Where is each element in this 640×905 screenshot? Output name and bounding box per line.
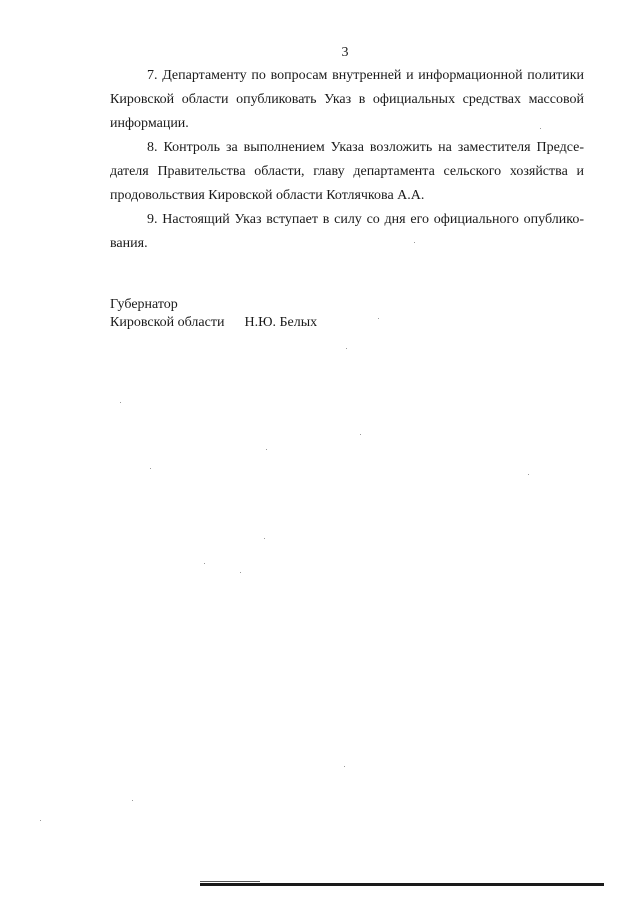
signatory-row	[110, 314, 317, 332]
signatory-position: Губернатор	[110, 297, 178, 312]
scan-speck	[378, 318, 379, 319]
scan-edge-line	[200, 881, 260, 882]
paragraph-line: дателя Правительства области, главу департамента сельского хозяйства и	[110, 164, 584, 179]
scan-speck	[132, 800, 133, 801]
scan-speck	[150, 468, 151, 469]
scan-speck	[204, 563, 205, 564]
page-number: 3	[341, 45, 349, 60]
paragraph-line: информации.	[110, 116, 189, 131]
scan-speck	[344, 766, 345, 767]
paragraph-9	[110, 208, 584, 256]
scan-speck	[528, 474, 529, 475]
paragraph-8	[110, 136, 584, 208]
scan-speck	[120, 402, 121, 403]
signatory-region: Кировской области	[110, 315, 225, 330]
paragraph-line: Кировской области опубликовать Указ в официальных средствах массовой	[110, 92, 584, 107]
scan-edge-line	[200, 883, 604, 886]
paragraph-line: 9. Настоящий Указ вступает в силу со дня его официального опублико-	[147, 212, 584, 227]
signatory-name: Н.Ю. Белых	[244, 315, 318, 330]
signature-block	[110, 296, 317, 332]
scan-speck	[346, 348, 347, 349]
paragraph-line: 7. Департаменту по вопросам внутренней и информационной политики	[147, 68, 584, 83]
scan-speck	[540, 128, 541, 129]
decree-body	[110, 64, 584, 256]
scan-speck	[240, 572, 241, 573]
paragraph-line: вания.	[110, 236, 148, 251]
scan-speck	[414, 242, 415, 243]
scan-speck	[264, 538, 265, 539]
scan-speck	[40, 820, 41, 821]
paragraph-7	[110, 64, 584, 136]
scan-speck	[266, 449, 267, 450]
paragraph-line: продовольствия Кировской области Котлячкова А.А.	[110, 188, 425, 203]
scan-speck	[360, 434, 361, 435]
paragraph-line: 8. Контроль за выполнением Указа возложить на заместителя Предсе-	[147, 140, 584, 155]
